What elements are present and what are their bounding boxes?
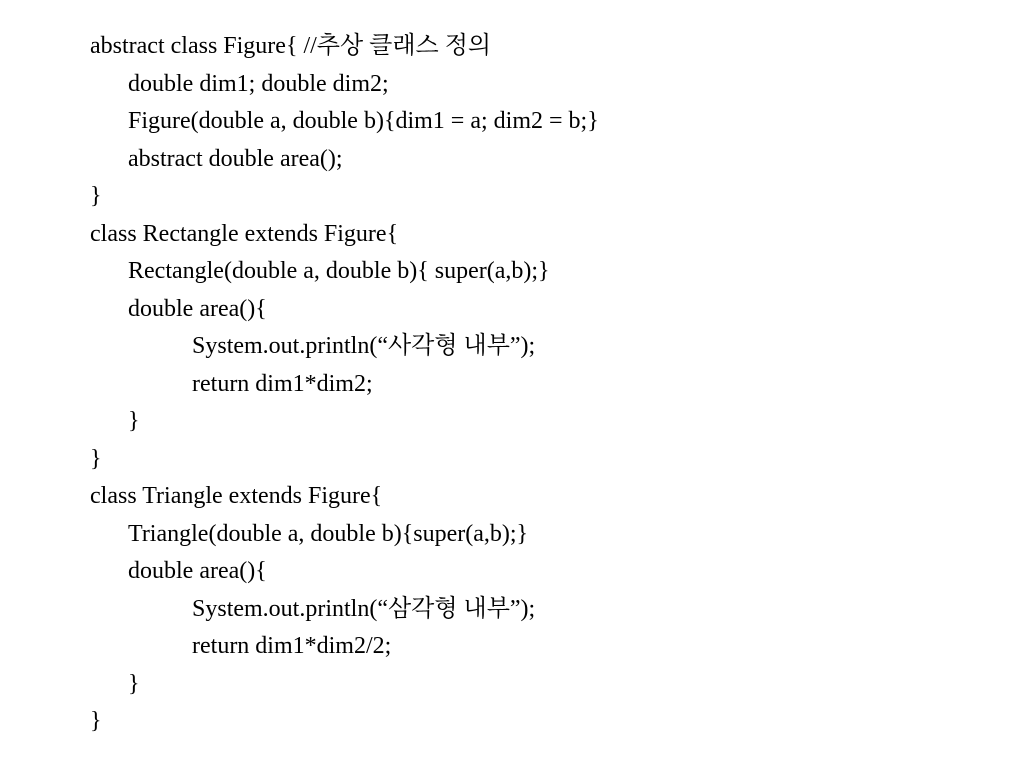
code-line-figure-fields: double dim1; double dim2; [128, 70, 389, 97]
code-line-triangle-area-close: } [128, 670, 140, 697]
code-line-rectangle-constructor: Rectangle(double a, double b){ super(a,b);} [128, 258, 550, 284]
code-line-figure-class-decl: abstract class Figure{ //추상 클래스 정의 [90, 33, 492, 59]
code-line-rectangle-return: return dim1*dim2; [192, 370, 373, 397]
code-line-triangle-area-decl: double area(){ [128, 558, 267, 584]
code-line-figure-constructor: Figure(double a, double b){dim1 = a; dim2 = b;} [128, 108, 599, 134]
code-line-rectangle-area-close: } [128, 408, 140, 434]
code-listing [90, 28, 990, 741]
code-line-triangle-return: return dim1*dim2/2; [192, 633, 392, 659]
code-line-rectangle-class-decl: class Rectangle extends Figure{ [90, 220, 399, 247]
code-line-rectangle-println: System.out.println(“사각형 내부”); [192, 333, 536, 359]
code-line-rectangle-close: } [90, 445, 102, 472]
code-line-figure-close: } [90, 183, 102, 209]
code-line-rectangle-area-decl: double area(){ [128, 295, 267, 322]
code-line-triangle-constructor: Triangle(double a, double b){super(a,b);} [128, 520, 529, 547]
code-line-triangle-class-decl: class Triangle extends Figure{ [90, 483, 383, 509]
code-line-triangle-close: } [90, 708, 102, 734]
code-line-triangle-println: System.out.println(“삼각형 내부”); [192, 595, 536, 622]
code-line-figure-abstract-area: abstract double area(); [128, 145, 343, 172]
